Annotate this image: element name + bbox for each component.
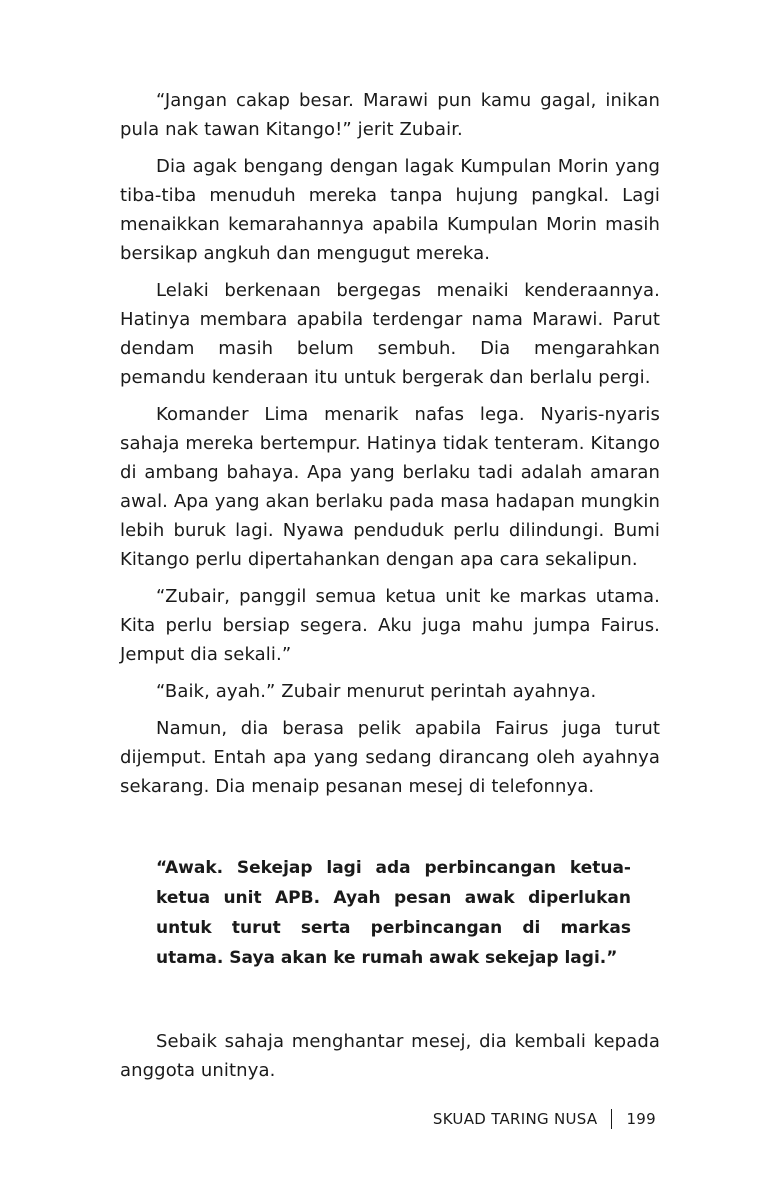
- paragraph-6: “Baik, ayah.” Zubair menurut perintah ayahnya.: [156, 681, 597, 702]
- closing-paragraph: Sebaik sahaja menghantar mesej, dia kembali kepada anggota unitnya.: [120, 1031, 660, 1081]
- page-body: [120, 86, 660, 1093]
- text-message-quote: “Awak. Sekejap lagi ada perbincangan ketua-ketua unit APB. Ayah pesan awak diperlukan untuk turut serta perbincangan di markas utama. Saya akan ke rumah awak sekejap lagi.”: [156, 858, 631, 968]
- page-footer: [433, 1109, 656, 1129]
- paragraph-1: “Jangan cakap besar. Marawi pun kamu gagal, inikan pula nak tawan Kitango!” jerit Zubair.: [120, 90, 660, 140]
- page-number: 199: [626, 1110, 656, 1128]
- book-title: SKUAD TARING NUSA: [432, 1110, 598, 1128]
- paragraph-4: Komander Lima menarik nafas lega. Nyaris-nyaris sahaja mereka bertempur. Hatinya tidak tenteram. Kitango di ambang bahaya. Apa yang berlaku tadi adalah amaran awal. Apa yang akan berlaku pada masa hadapan mungkin lebih buruk lagi. Nyawa penduduk perlu dilindungi. Bumi Kitango perlu dipertahankan dengan apa cara sekalipun.: [120, 404, 660, 570]
- paragraph-7: Namun, dia berasa pelik apabila Fairus juga turut dijemput. Entah apa yang sedang dirancang oleh ayahnya sekarang. Dia menaip pesanan mesej di telefonnya.: [120, 718, 660, 797]
- paragraph-2: Dia agak bengang dengan lagak Kumpulan Morin yang tiba-tiba menuduh mereka tanpa hujung pangkal. Lagi menaikkan kemarahannya apabila Kumpulan Morin masih bersikap angkuh dan mengugut mereka.: [120, 156, 660, 264]
- paragraph-5: “Zubair, panggil semua ketua unit ke markas utama. Kita perlu bersiap segera. Aku juga mahu jumpa Fairus. Jemput dia sekali.”: [120, 586, 660, 665]
- footer-divider: [611, 1109, 612, 1129]
- paragraph-3: Lelaki berkenaan bergegas menaiki kenderaannya. Hatinya membara apabila terdengar nama Marawi. Parut dendam masih belum sembuh. Dia mengarahkan pemandu kenderaan itu untuk bergerak dan berlalu pergi.: [120, 280, 660, 388]
